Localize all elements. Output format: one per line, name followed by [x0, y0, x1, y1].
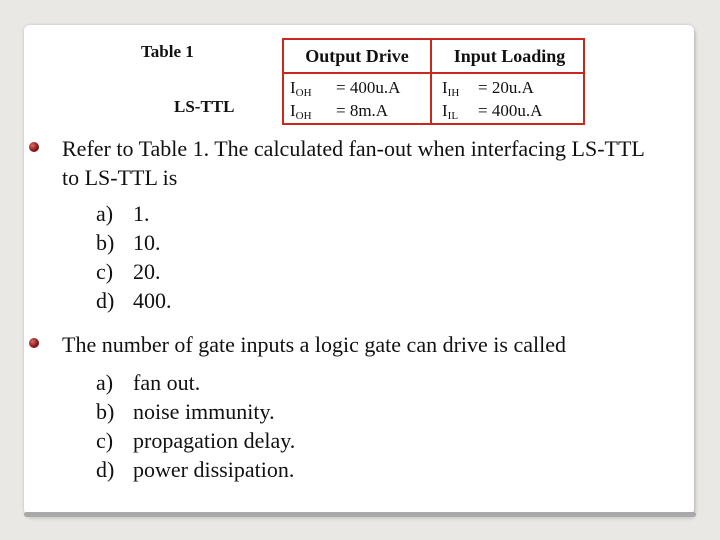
- option-letter: c): [96, 259, 114, 284]
- bullet-icon: [29, 338, 39, 348]
- subscript: IL: [447, 110, 459, 122]
- option-text: 20.: [133, 259, 161, 284]
- option-a: [96, 368, 295, 397]
- subscript: IH: [447, 87, 460, 99]
- input-loading-line-2: [442, 101, 542, 122]
- question-1-options: [96, 199, 172, 315]
- option-c: [96, 426, 295, 455]
- option-text: noise immunity.: [133, 399, 275, 424]
- option-d: [96, 286, 172, 315]
- option-d: [96, 455, 295, 484]
- symbol: I: [290, 78, 296, 97]
- specs-table: [282, 38, 585, 125]
- table-divider-horizontal: [284, 72, 583, 74]
- option-letter: b): [96, 399, 115, 424]
- table-row-label: LS-TTL: [174, 97, 235, 116]
- option-a: [96, 199, 172, 228]
- input-loading-header: Input Loading: [453, 46, 566, 66]
- option-text: 400.: [133, 288, 172, 313]
- option-letter: a): [96, 370, 114, 395]
- option-c: [96, 257, 172, 286]
- question-2-options: [96, 368, 295, 484]
- value: = 8m.A: [336, 101, 389, 120]
- option-text: 10.: [133, 230, 161, 255]
- table-caption: Table 1: [141, 42, 194, 61]
- option-letter: b): [96, 230, 115, 255]
- input-loading-line-1: [442, 78, 534, 99]
- output-drive-header: Output Drive: [305, 46, 409, 66]
- option-text: power dissipation.: [133, 457, 295, 482]
- option-letter: c): [96, 428, 114, 453]
- value: = 400u.A: [336, 78, 401, 97]
- symbol: I: [442, 78, 448, 97]
- symbol: I: [290, 101, 296, 120]
- option-b: [96, 397, 295, 426]
- symbol: I: [442, 101, 448, 120]
- option-letter: d): [96, 288, 115, 313]
- option-letter: d): [96, 457, 115, 482]
- option-text: propagation delay.: [133, 428, 296, 453]
- option-letter: a): [96, 201, 114, 226]
- option-text: fan out.: [133, 370, 201, 395]
- question-2-text: The number of gate inputs a logic gate can drive is called: [62, 332, 566, 357]
- bullet-icon: [29, 142, 39, 152]
- output-drive-line-1: [290, 78, 400, 99]
- subscript: OH: [295, 110, 312, 122]
- slide-bottom-bar: [24, 512, 696, 517]
- subscript: OH: [295, 87, 312, 99]
- option-text: 1.: [133, 201, 150, 226]
- value: = 20u.A: [478, 78, 534, 97]
- output-drive-line-2: [290, 101, 388, 122]
- value: = 400u.A: [478, 101, 543, 120]
- option-b: [96, 228, 172, 257]
- question-1-text: Refer to Table 1. The calculated fan-out when interfacing LS-TTL to LS-TTL is: [62, 136, 645, 190]
